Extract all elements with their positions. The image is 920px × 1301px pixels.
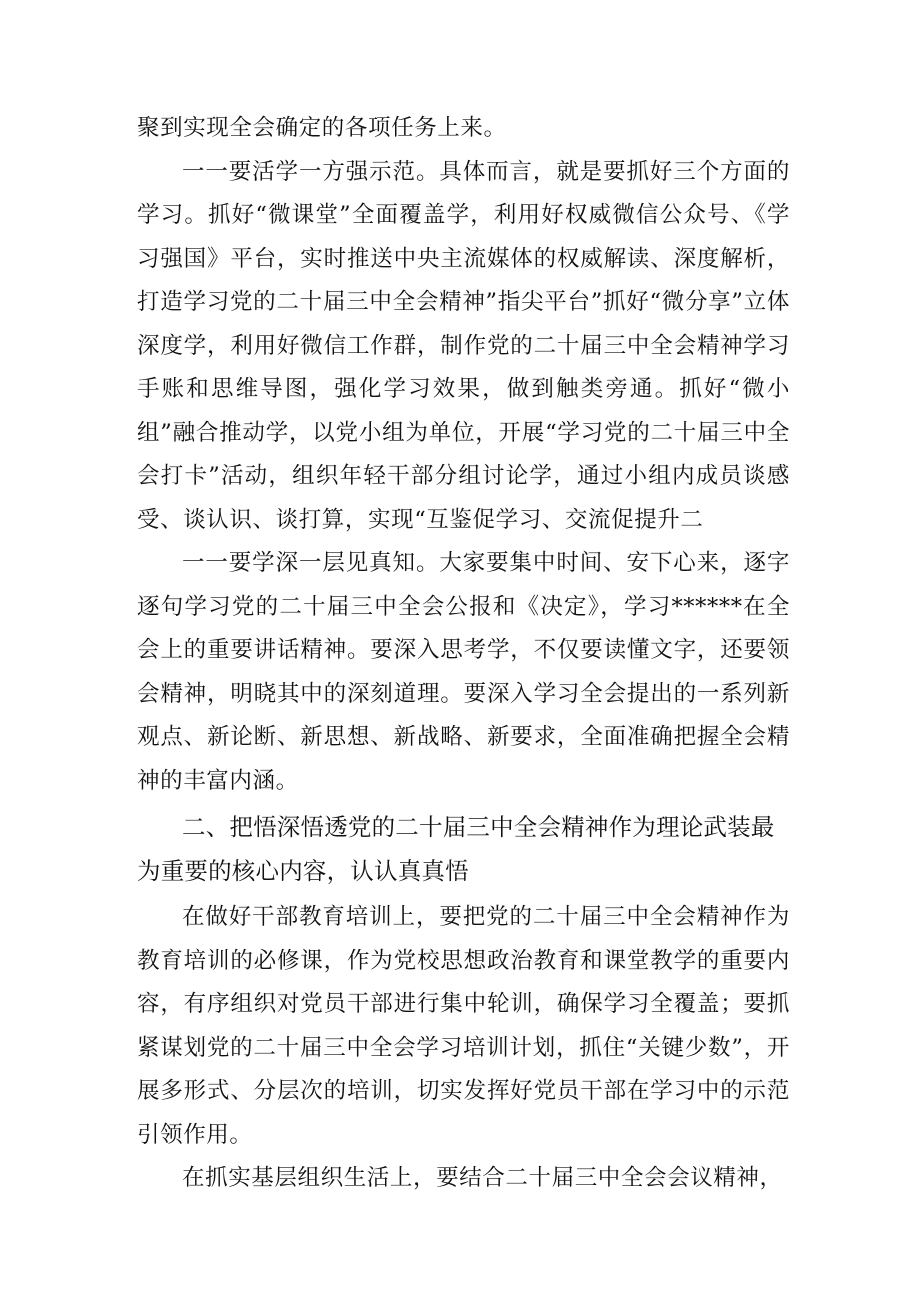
paragraph-grassroots-organization: 在抓实基层组织生活上，要结合二十届三中全会会议精神， bbox=[182, 1165, 783, 1191]
paragraph-cadre-training: 在做好干部教育培训上，要把党的二十届三中全会精神作为教育培训的必修课，作为党校思想政治教育和课堂教学的重要内容，有序组织对党员干部进行集中轮训，确保学习全覆盖；要抓紧谋划党的二十届三中全会学习培训计划，抓住“关键少数”，开展多形式、分层次的培训，切实发挥好党员干部在学习中的示范引领作用。 bbox=[137, 904, 790, 1148]
section-heading-two: 二、把悟深悟透党的二十届三中全会精神作为理论武装最为重要的核心内容，认认真真悟 bbox=[137, 813, 775, 885]
paragraph-deep-learning: 一一要学深一层见真知。大家要集中时间、安下心来，逐字逐句学习党的二十届三中全会公报和《决定》，学习******在全会上的重要讲话精神。要深入思考学，不仅要读懂文字，还要领会精神，明晓其中的深刻道理。要深入学习全会提出的一系列新观点、新论断、新思想、新战略、新要求，全面准确把握全会精神的丰富内涵。 bbox=[137, 550, 790, 794]
paragraph-active-learning: 一一要活学一方强示范。具体而言，就是要抓好三个方面的学习。抓好“微课堂”全面覆盖学，利用好权威微信公众号、《学习强国》平台，实时推送中央主流媒体的权威解读、深度解析，打造学习党的二十届三中全会精神”指尖平台”抓好“微分享”立体深度学，利用好微信工作群，制作党的二十届三中全会精神学习手账和思维导图，强化学习效果，做到触类旁通。抓好“微小组”融合推动学，以党小组为单位，开展“学习党的二十届三中全会打卡”活动，组织年轻干部分组讨论学，通过小组内成员谈感受、谈认识、谈打算，实现“互鉴促学习、交流促提升二 bbox=[137, 158, 790, 533]
paragraph-continuation: 聚到实现全会确定的各项任务上来。 bbox=[137, 115, 507, 141]
document-body bbox=[137, 107, 790, 1201]
